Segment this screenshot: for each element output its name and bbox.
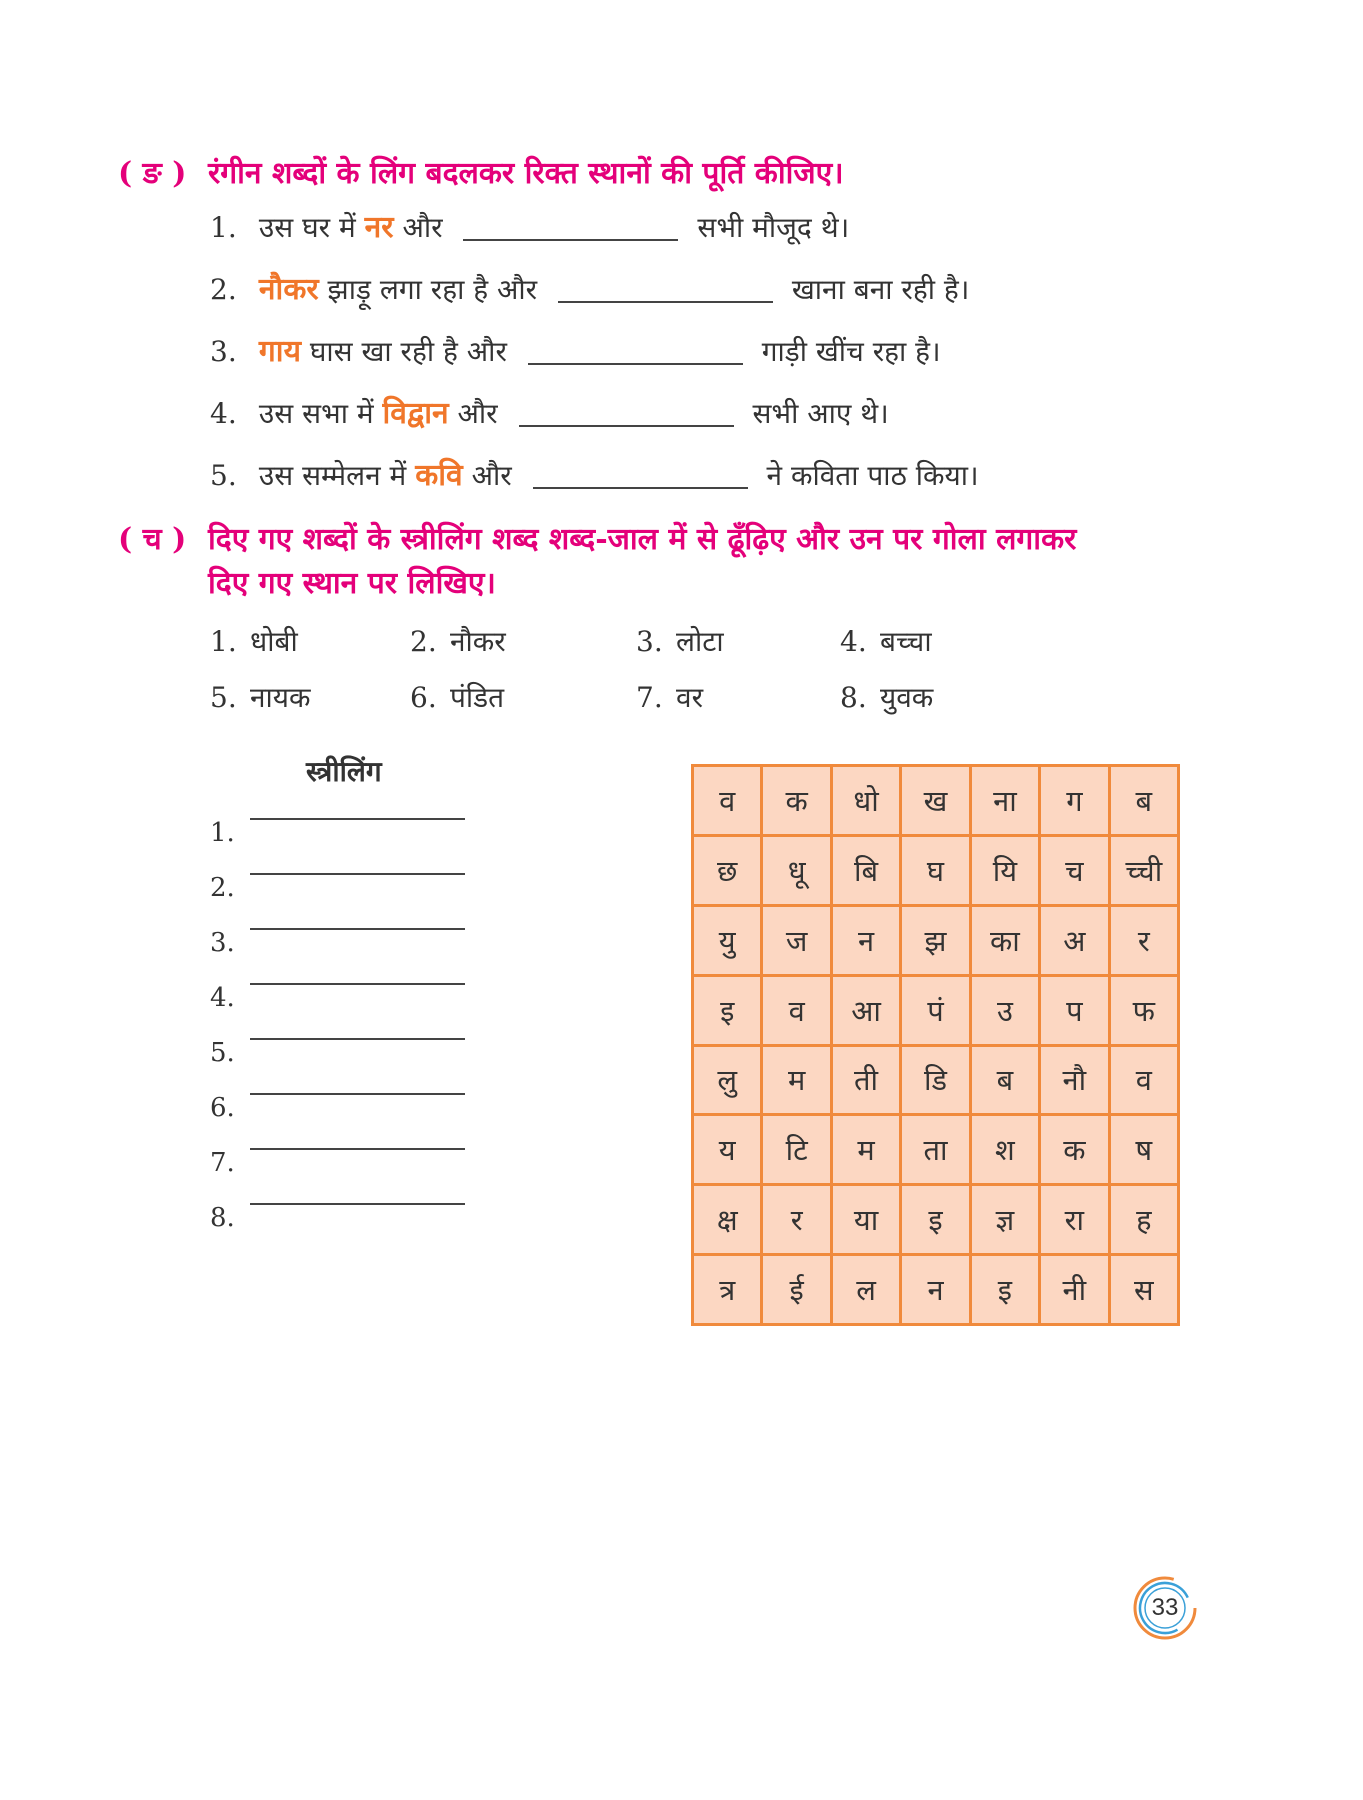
grid-cell[interactable]: व	[1111, 1047, 1177, 1114]
grid-cell[interactable]: ता	[902, 1116, 968, 1183]
grid-cell[interactable]: डि	[902, 1047, 968, 1114]
word-search-grid	[691, 764, 1180, 1326]
grid-cell[interactable]: फ	[1111, 977, 1177, 1044]
grid-cell[interactable]: र	[1111, 907, 1177, 974]
word-number: 5.	[210, 681, 237, 714]
grid-cell[interactable]: ई	[763, 1256, 829, 1323]
answer-number: 2.	[210, 873, 235, 903]
sentence-after: और	[457, 397, 498, 430]
answer-number: 1.	[210, 818, 235, 848]
answer-number: 8.	[210, 1203, 235, 1233]
word-item-4	[840, 622, 932, 662]
grid-cell[interactable]: त्र	[694, 1256, 760, 1323]
answer-underline[interactable]	[250, 873, 465, 875]
grid-cell[interactable]: ह	[1111, 1186, 1177, 1253]
word-number: 1.	[210, 625, 237, 658]
grid-cell[interactable]: क्ष	[694, 1186, 760, 1253]
grid-cell[interactable]: श	[972, 1116, 1038, 1183]
word-item-7	[636, 678, 703, 718]
grid-cell[interactable]: यु	[694, 907, 760, 974]
word-item-6	[410, 678, 504, 718]
section-ch-instruction-line2: दिए गए स्थान पर लिखिए।	[208, 566, 496, 601]
grid-cell[interactable]: लु	[694, 1047, 760, 1114]
sentence-after: घास खा रही है और	[309, 335, 507, 368]
grid-cell[interactable]: न	[902, 1256, 968, 1323]
sentence-2	[210, 270, 969, 310]
grid-cell[interactable]: क	[763, 767, 829, 834]
grid-cell[interactable]: नी	[1041, 1256, 1107, 1323]
answer-line-1[interactable]	[210, 810, 470, 850]
grid-cell[interactable]: च	[1041, 837, 1107, 904]
word-text: पंडित	[450, 681, 505, 714]
sentence-before: उस सम्मेलन में	[258, 459, 407, 492]
answer-number: 3.	[210, 928, 235, 958]
answer-blank[interactable]	[558, 281, 773, 303]
grid-cell[interactable]: झ	[902, 907, 968, 974]
word-number: 7.	[636, 681, 663, 714]
section-ch-marker: ( च )	[118, 522, 187, 557]
grid-cell[interactable]: पं	[902, 977, 968, 1044]
word-item-2	[410, 622, 506, 662]
grid-cell[interactable]: ब	[1111, 767, 1177, 834]
sentence-number: 3.	[210, 335, 237, 368]
grid-cell[interactable]: प	[1041, 977, 1107, 1044]
sentence-end: सभी मौजूद थे।	[697, 211, 850, 244]
sentence-after: और	[471, 459, 512, 492]
grid-cell[interactable]: उ	[972, 977, 1038, 1044]
page-number: 33	[1151, 1594, 1179, 1621]
answer-number: 5.	[210, 1038, 235, 1068]
sentence-end: खाना बना रही है।	[791, 273, 970, 306]
answer-underline[interactable]	[250, 983, 465, 985]
answer-underline[interactable]	[250, 818, 465, 820]
highlighted-word: विद्वान	[382, 396, 449, 431]
word-text: धोबी	[250, 625, 298, 658]
sentence-number: 5.	[210, 459, 237, 492]
highlighted-word: गाय	[258, 334, 301, 369]
grid-cell[interactable]: ब	[972, 1047, 1038, 1114]
word-item-1	[210, 622, 298, 662]
grid-cell[interactable]: य	[694, 1116, 760, 1183]
sentence-1	[210, 208, 849, 248]
answer-blank[interactable]	[463, 219, 678, 241]
answer-underline[interactable]	[250, 1148, 465, 1150]
word-number: 3.	[636, 625, 663, 658]
word-number: 8.	[840, 681, 867, 714]
grid-cell[interactable]: ज	[763, 907, 829, 974]
grid-cell[interactable]: बि	[833, 837, 899, 904]
grid-cell[interactable]: व	[694, 767, 760, 834]
answer-number: 6.	[210, 1093, 235, 1123]
grid-cell[interactable]: व	[763, 977, 829, 1044]
answer-underline[interactable]	[250, 1038, 465, 1040]
word-item-5	[210, 678, 311, 718]
grid-cell[interactable]: घ	[902, 837, 968, 904]
grid-cell[interactable]: ल	[833, 1256, 899, 1323]
grid-cell[interactable]: छ	[694, 837, 760, 904]
word-text: युवक	[880, 681, 934, 714]
word-item-8	[840, 678, 933, 718]
sentence-before: उस घर में	[258, 211, 356, 244]
word-text: बच्चा	[880, 625, 932, 658]
answer-line-6[interactable]	[210, 1085, 470, 1125]
word-text: लोटा	[676, 625, 724, 658]
sentence-after: और	[402, 211, 443, 244]
answer-blank[interactable]	[533, 467, 748, 489]
answer-blank[interactable]	[519, 405, 734, 427]
answer-number: 4.	[210, 983, 235, 1013]
grid-cell[interactable]: धू	[763, 837, 829, 904]
grid-cell[interactable]: स	[1111, 1256, 1177, 1323]
section-e-heading	[118, 152, 844, 196]
grid-cell[interactable]: न	[833, 907, 899, 974]
grid-cell[interactable]: म	[833, 1116, 899, 1183]
grid-cell[interactable]: क	[1041, 1116, 1107, 1183]
word-item-3	[636, 622, 724, 662]
grid-cell[interactable]: या	[833, 1186, 899, 1253]
answer-number: 7.	[210, 1148, 235, 1178]
section-e-instruction: रंगीन शब्दों के लिंग बदलकर रिक्त स्थानों की पूर्ति कीजिए।	[208, 156, 844, 191]
sentence-after: झाड़ू लगा रहा है और	[327, 273, 538, 306]
word-number: 6.	[410, 681, 437, 714]
sentence-number: 4.	[210, 397, 237, 430]
sentence-5	[210, 456, 979, 496]
grid-cell[interactable]: ग	[1041, 767, 1107, 834]
section-ch-heading	[118, 518, 1228, 606]
highlighted-word: कवि	[415, 458, 463, 493]
grid-cell[interactable]: यि	[972, 837, 1038, 904]
section-e-marker: ( ङ )	[118, 156, 187, 191]
grid-cell[interactable]: म	[763, 1047, 829, 1114]
answer-blank[interactable]	[528, 343, 743, 365]
grid-cell[interactable]: आ	[833, 977, 899, 1044]
word-text: नायक	[250, 681, 311, 714]
answer-line-3[interactable]	[210, 920, 470, 960]
grid-cell[interactable]: च्ची	[1111, 837, 1177, 904]
word-text: वर	[676, 681, 704, 714]
answer-line-4[interactable]	[210, 975, 470, 1015]
grid-cell[interactable]: अ	[1041, 907, 1107, 974]
answer-line-7[interactable]	[210, 1140, 470, 1180]
word-number: 2.	[410, 625, 437, 658]
grid-cell[interactable]: इ	[694, 977, 760, 1044]
answer-underline[interactable]	[250, 1093, 465, 1095]
answer-underline[interactable]	[250, 928, 465, 930]
sentence-number: 1.	[210, 211, 237, 244]
grid-cell[interactable]: ना	[972, 767, 1038, 834]
highlighted-word: नर	[364, 210, 394, 245]
grid-cell[interactable]: धो	[833, 767, 899, 834]
word-number: 4.	[840, 625, 867, 658]
grid-cell[interactable]: नौ	[1041, 1047, 1107, 1114]
sentence-4	[210, 394, 889, 434]
sentence-before: उस सभा में	[258, 397, 374, 430]
answer-line-8[interactable]	[210, 1195, 470, 1235]
grid-cell[interactable]: टि	[763, 1116, 829, 1183]
sentence-number: 2.	[210, 273, 237, 306]
sentence-end: ने कविता पाठ किया।	[766, 459, 979, 492]
grid-cell[interactable]: इ	[902, 1186, 968, 1253]
grid-cell[interactable]: र	[763, 1186, 829, 1253]
page-number-badge	[1132, 1575, 1198, 1641]
answer-underline[interactable]	[250, 1203, 465, 1205]
grid-cell[interactable]: ष	[1111, 1116, 1177, 1183]
grid-cell[interactable]: रा	[1041, 1186, 1107, 1253]
grid-cell[interactable]: ज्ञ	[972, 1186, 1038, 1253]
sentence-end: सभी आए थे।	[752, 397, 889, 430]
grid-cell[interactable]: इ	[972, 1256, 1038, 1323]
sentence-3	[210, 332, 941, 372]
section-ch-instruction-line1: दिए गए शब्दों के स्त्रीलिंग शब्द शब्द-जाल में से ढूँढ़िए और उन पर गोला लगाकर	[208, 522, 1077, 557]
word-text: नौकर	[450, 625, 506, 658]
highlighted-word: नौकर	[258, 272, 319, 307]
grid-cell[interactable]: ख	[902, 767, 968, 834]
grid-cell[interactable]: का	[972, 907, 1038, 974]
answer-line-5[interactable]	[210, 1030, 470, 1070]
answer-heading: स्त्रीलिंग	[306, 755, 382, 788]
sentence-end: गाड़ी खींच रहा है।	[761, 335, 941, 368]
answer-line-2[interactable]	[210, 865, 470, 905]
grid-cell[interactable]: ती	[833, 1047, 899, 1114]
